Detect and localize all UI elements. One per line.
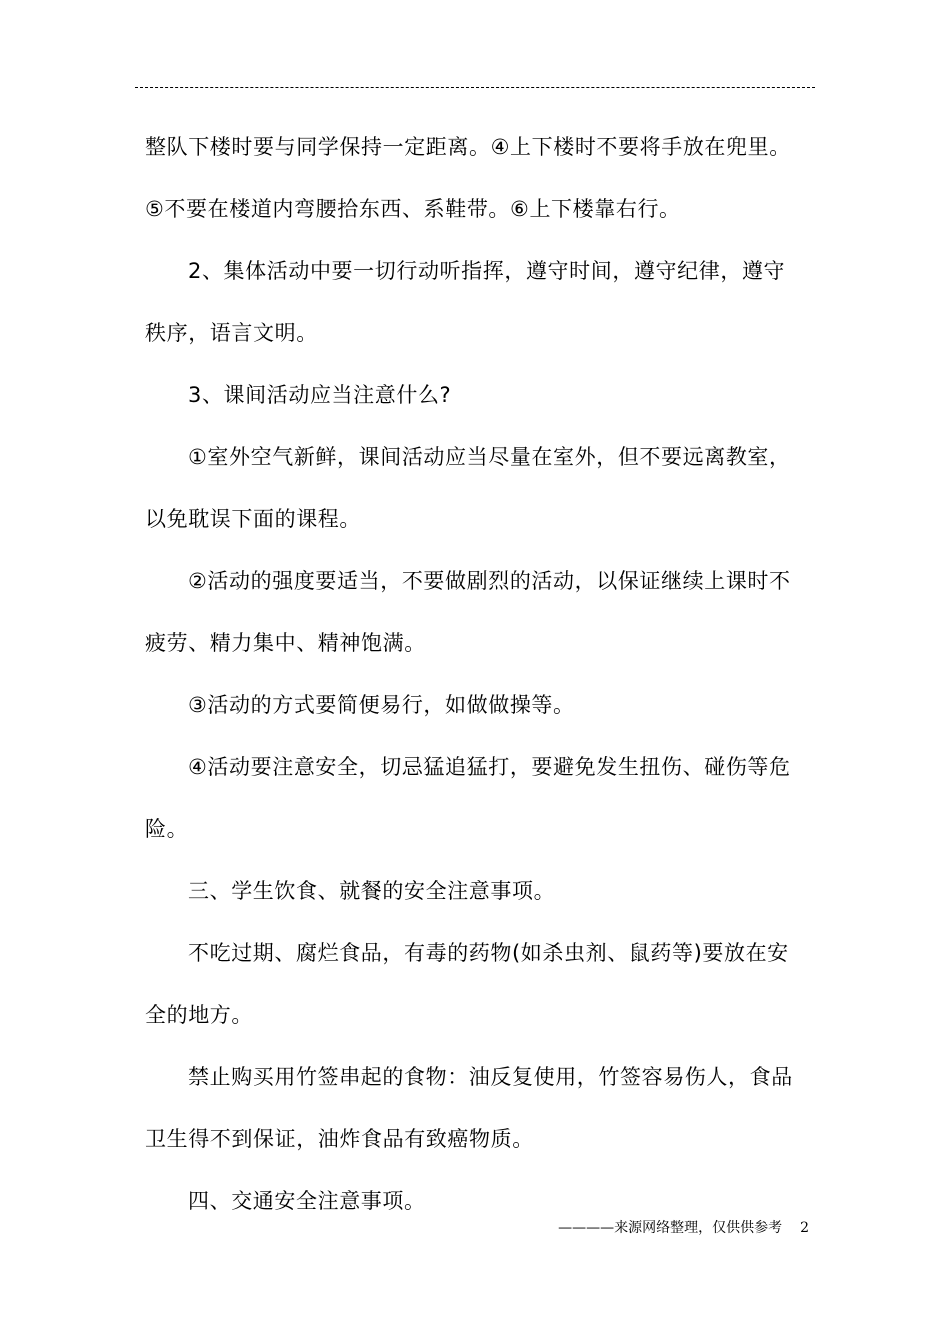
text-line: 四、交通安全注意事项。	[188, 1189, 426, 1213]
text-line: 禁止购买用竹签串起的食物：油反复使用，竹签容易伤人，食品	[188, 1065, 793, 1089]
text-line: 卫生得不到保证，油炸食品有致癌物质。	[145, 1127, 534, 1151]
text-line: 三、学生饮食、就餐的安全注意事项。	[188, 879, 556, 903]
text-line: 2、集体活动中要一切行动听指挥，遵守时间，遵守纪律，遵守	[188, 259, 786, 283]
text-line: 秩序，语言文明。	[145, 321, 318, 345]
text-line: 以免耽误下面的课程。	[145, 507, 361, 531]
text-line: ④活动要注意安全，切忌猛追猛打，要避免发生扭伤、碰伤等危	[188, 755, 791, 779]
text-line: ③活动的方式要简便易行，如做做操等。	[188, 693, 575, 717]
text-line: 险。	[145, 817, 189, 841]
text-line: 全的地方。	[145, 1003, 253, 1027]
text-line: 不吃过期、腐烂食品，有毒的药物(如杀虫剂、鼠药等)要放在安	[188, 941, 789, 965]
page-number: 2	[800, 1220, 809, 1236]
text-line: ②活动的强度要适当，不要做剧烈的活动，以保证继续上课时不	[188, 569, 791, 593]
text-line: ⑤不要在楼道内弯腰拾东西、系鞋带。⑥上下楼靠右行。	[145, 197, 681, 221]
text-line: 整队下楼时要与同学保持一定距离。④上下楼时不要将手放在兜里。	[145, 135, 791, 159]
page-footer	[558, 1218, 809, 1238]
text-line: 疲劳、精力集中、精神饱满。	[145, 631, 426, 655]
text-line: 3、课间活动应当注意什么?	[188, 383, 452, 407]
footer-source-note: ————来源网络整理，仅供供参考	[558, 1220, 783, 1236]
header-divider	[135, 87, 815, 88]
document-body	[145, 116, 809, 1232]
text-line: ①室外空气新鲜，课间活动应当尽量在室外，但不要远离教室，	[188, 445, 791, 469]
